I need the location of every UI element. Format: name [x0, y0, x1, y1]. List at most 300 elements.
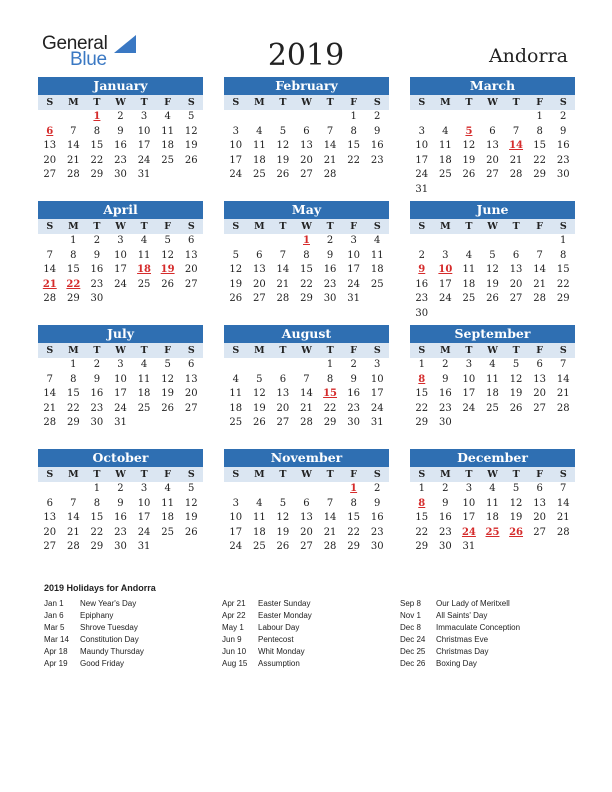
- day-cell: 7: [536, 249, 543, 261]
- day-cell: 27: [43, 169, 57, 181]
- day-grid: [224, 482, 389, 555]
- weekday-label: S: [46, 469, 54, 480]
- day-cell: 4: [465, 249, 473, 261]
- country-name: Andorra: [488, 45, 568, 67]
- day-grid: [224, 234, 389, 307]
- holiday-date: Dec 26: [400, 659, 426, 668]
- day-cell: 28: [66, 169, 80, 181]
- month-header: July: [38, 325, 203, 343]
- day-cell: 14: [66, 140, 80, 152]
- day-cell: 5: [188, 111, 195, 122]
- holiday-day-cell: 6: [46, 125, 54, 137]
- weekday-label: T: [279, 221, 287, 232]
- day-cell: 6: [188, 235, 195, 246]
- month-header: April: [38, 201, 203, 219]
- day-cell: 15: [90, 512, 104, 524]
- month-header: August: [224, 325, 389, 343]
- day-cell: 26: [229, 293, 243, 305]
- day-cell: 12: [509, 373, 523, 385]
- day-cell: 13: [184, 249, 198, 261]
- holiday-day-cell: 5: [465, 125, 473, 137]
- day-cell: 30: [114, 541, 127, 553]
- day-cell: 5: [164, 235, 171, 246]
- day-cell: 22: [323, 402, 337, 414]
- day-cell: 24: [137, 154, 151, 166]
- month-header: February: [224, 77, 389, 95]
- day-cell: 14: [66, 512, 80, 524]
- weekday-label: S: [232, 345, 240, 356]
- empty-cell: [38, 358, 62, 373]
- day-cell: 11: [137, 249, 151, 261]
- day-cell: 10: [415, 140, 429, 152]
- day-cell: 28: [556, 526, 570, 538]
- day-cell: 4: [140, 359, 148, 370]
- day-cell: 24: [229, 541, 243, 553]
- weekday-label: S: [373, 97, 381, 108]
- empty-cell: [504, 234, 528, 249]
- month-header: November: [224, 449, 389, 467]
- holiday-date: Sep 8: [400, 599, 421, 608]
- weekday-header: [410, 219, 575, 234]
- day-cell: 16: [90, 388, 104, 400]
- day-cell: 5: [512, 483, 520, 494]
- day-grid: [410, 110, 575, 198]
- day-cell: 1: [93, 483, 101, 494]
- empty-cell: [295, 482, 319, 497]
- empty-cell: [62, 110, 86, 125]
- day-cell: 12: [509, 497, 523, 509]
- day-cell: 9: [374, 125, 381, 137]
- day-cell: 27: [276, 417, 290, 429]
- day-cell: 22: [415, 402, 429, 414]
- weekday-label: S: [373, 221, 381, 232]
- weekday-label: M: [254, 345, 265, 356]
- weekday-label: F: [164, 469, 172, 480]
- empty-cell: [62, 482, 86, 497]
- day-cell: 15: [66, 264, 80, 276]
- day-cell: 19: [462, 154, 476, 166]
- month-header: May: [224, 201, 389, 219]
- weekday-label: T: [326, 221, 334, 232]
- day-cell: 21: [323, 526, 337, 538]
- day-cell: 30: [370, 541, 384, 553]
- holiday-name: Immaculate Conception: [436, 623, 521, 632]
- day-cell: 15: [347, 512, 360, 524]
- empty-cell: [528, 234, 552, 249]
- day-cell: 10: [137, 125, 151, 137]
- empty-cell: [295, 110, 319, 125]
- weekday-label: F: [164, 345, 172, 356]
- day-cell: 13: [43, 140, 57, 152]
- holiday-row: [44, 599, 144, 611]
- weekday-label: S: [187, 97, 195, 108]
- holiday-name: Whit Monday: [258, 647, 305, 656]
- day-cell: 3: [374, 359, 381, 370]
- day-cell: 8: [350, 497, 357, 509]
- day-cell: 2: [93, 235, 101, 246]
- holiday-row: [400, 599, 520, 611]
- day-cell: 5: [256, 373, 263, 385]
- empty-cell: [224, 234, 248, 249]
- day-cell: 12: [161, 249, 174, 261]
- day-cell: 31: [370, 417, 384, 429]
- day-cell: 20: [533, 512, 546, 524]
- day-cell: 2: [442, 359, 449, 370]
- weekday-label: S: [232, 221, 240, 232]
- day-cell: 9: [442, 373, 449, 385]
- empty-cell: [38, 110, 62, 125]
- day-cell: 19: [276, 154, 290, 166]
- day-cell: 27: [533, 526, 546, 538]
- day-cell: 29: [415, 541, 429, 553]
- holiday-row: [222, 599, 312, 611]
- weekday-label: F: [164, 97, 172, 108]
- day-cell: 3: [117, 359, 124, 370]
- day-cell: 29: [66, 417, 80, 429]
- day-cell: 1: [70, 235, 77, 246]
- day-cell: 12: [252, 388, 266, 400]
- holiday-row: [222, 659, 312, 671]
- day-cell: 4: [442, 125, 449, 137]
- day-cell: 25: [252, 541, 266, 553]
- day-cell: 27: [509, 293, 523, 305]
- day-cell: 1: [418, 359, 425, 370]
- day-cell: 31: [462, 541, 476, 553]
- day-cell: 26: [462, 169, 476, 181]
- weekday-label: W: [301, 469, 312, 480]
- day-cell: 6: [303, 497, 310, 509]
- day-cell: 5: [279, 125, 287, 137]
- holiday-name: Our Lady of Meritxell: [436, 599, 510, 608]
- weekday-label: T: [279, 97, 287, 108]
- day-cell: 14: [556, 373, 570, 385]
- day-cell: 11: [370, 249, 384, 261]
- empty-cell: [481, 110, 505, 125]
- day-cell: 20: [184, 388, 198, 400]
- day-cell: 14: [43, 388, 57, 400]
- day-cell: 25: [137, 278, 151, 290]
- day-cell: 29: [66, 293, 80, 305]
- day-cell: 30: [438, 417, 452, 429]
- day-cell: 8: [326, 373, 334, 385]
- day-cell: 9: [117, 497, 124, 509]
- empty-cell: [248, 110, 272, 125]
- holiday-date: Dec 8: [400, 623, 421, 632]
- holiday-day-cell: 1: [350, 483, 358, 494]
- day-cell: 9: [117, 125, 124, 137]
- day-cell: 7: [512, 125, 520, 137]
- day-cell: 2: [326, 235, 334, 246]
- empty-cell: [248, 234, 272, 249]
- day-cell: 7: [560, 483, 567, 494]
- month-header: September: [410, 325, 575, 343]
- day-cell: 25: [438, 169, 452, 181]
- day-cell: 16: [323, 264, 337, 276]
- holiday-row: [400, 647, 520, 659]
- empty-cell: [434, 110, 458, 125]
- holiday-date: Apr 22: [222, 611, 246, 620]
- day-cell: 18: [486, 512, 499, 524]
- day-cell: 12: [184, 125, 198, 137]
- day-cell: 3: [442, 249, 449, 261]
- weekday-header: [410, 343, 575, 358]
- day-cell: 26: [161, 278, 174, 290]
- day-cell: 10: [229, 140, 243, 152]
- holiday-date: Jun 10: [222, 647, 247, 656]
- day-cell: 17: [462, 512, 476, 524]
- weekday-label: S: [187, 221, 195, 232]
- day-cell: 17: [114, 388, 127, 400]
- day-cell: 21: [323, 154, 337, 166]
- day-cell: 30: [114, 169, 127, 181]
- holidays-column: [400, 599, 520, 671]
- weekday-label: S: [559, 469, 567, 480]
- holiday-date: Mar 5: [44, 623, 65, 632]
- day-cell: 19: [486, 278, 499, 290]
- day-cell: 23: [415, 293, 429, 305]
- holiday-name: Maundy Thursday: [80, 647, 144, 656]
- day-cell: 17: [137, 140, 151, 152]
- day-cell: 19: [184, 140, 198, 152]
- day-cell: 27: [486, 169, 499, 181]
- day-cell: 20: [300, 526, 313, 538]
- holiday-name: Easter Sunday: [258, 599, 311, 608]
- weekday-label: F: [536, 221, 544, 232]
- day-cell: 27: [184, 402, 198, 414]
- day-cell: 16: [370, 512, 384, 524]
- day-cell: 23: [556, 154, 570, 166]
- day-cell: 15: [347, 140, 360, 152]
- day-cell: 14: [276, 264, 290, 276]
- weekday-header: [224, 343, 389, 358]
- day-cell: 17: [229, 526, 243, 538]
- day-cell: 3: [140, 111, 148, 122]
- day-cell: 19: [184, 512, 198, 524]
- day-cell: 10: [114, 373, 127, 385]
- weekday-label: S: [232, 469, 240, 480]
- day-cell: 14: [556, 497, 570, 509]
- holiday-row: [400, 623, 520, 635]
- holiday-name: Shrove Tuesday: [80, 623, 138, 632]
- weekday-label: T: [93, 221, 101, 232]
- day-cell: 12: [462, 140, 476, 152]
- weekday-label: W: [115, 97, 126, 108]
- holiday-day-cell: 19: [160, 264, 175, 276]
- holiday-row: [44, 647, 144, 659]
- empty-cell: [38, 234, 62, 249]
- empty-cell: [271, 482, 295, 497]
- holiday-name: Assumption: [258, 659, 300, 668]
- day-cell: 30: [323, 293, 337, 305]
- month-july: [38, 325, 203, 431]
- weekday-label: W: [487, 345, 498, 356]
- day-cell: 10: [462, 373, 476, 385]
- day-cell: 22: [347, 526, 360, 538]
- holiday-row: [222, 635, 312, 647]
- day-cell: 18: [161, 140, 174, 152]
- weekday-label: W: [487, 469, 498, 480]
- day-cell: 10: [370, 373, 384, 385]
- day-cell: 1: [326, 359, 334, 370]
- holiday-date: Apr 21: [222, 599, 246, 608]
- day-cell: 3: [465, 359, 473, 370]
- weekday-label: F: [536, 97, 544, 108]
- day-cell: 4: [489, 359, 496, 370]
- day-cell: 18: [486, 388, 499, 400]
- logo-blue-text: Blue: [70, 49, 107, 70]
- month-march: [410, 77, 575, 198]
- holiday-row: [400, 635, 520, 647]
- weekday-label: T: [512, 221, 520, 232]
- day-cell: 11: [252, 140, 266, 152]
- day-cell: 7: [70, 125, 77, 137]
- weekday-label: W: [301, 221, 312, 232]
- weekday-label: M: [254, 221, 265, 232]
- day-cell: 1: [350, 111, 357, 122]
- weekday-label: F: [350, 221, 358, 232]
- empty-cell: [410, 234, 434, 249]
- day-cell: 23: [438, 526, 452, 538]
- day-grid: [224, 110, 389, 183]
- day-cell: 8: [303, 249, 310, 261]
- weekday-label: W: [487, 221, 498, 232]
- day-cell: 31: [114, 417, 127, 429]
- weekday-label: T: [93, 97, 101, 108]
- day-cell: 6: [256, 249, 263, 261]
- day-cell: 3: [232, 497, 239, 509]
- day-cell: 26: [509, 402, 523, 414]
- holiday-row: [44, 623, 144, 635]
- day-cell: 30: [438, 541, 452, 553]
- day-cell: 18: [370, 264, 384, 276]
- day-cell: 16: [90, 264, 104, 276]
- day-cell: 10: [137, 497, 151, 509]
- weekday-label: S: [232, 97, 240, 108]
- weekday-label: M: [440, 221, 451, 232]
- day-cell: 9: [560, 125, 567, 137]
- day-cell: 28: [533, 293, 546, 305]
- day-cell: 25: [161, 526, 174, 538]
- day-cell: 25: [252, 169, 266, 181]
- weekday-label: T: [512, 97, 520, 108]
- day-cell: 15: [300, 264, 313, 276]
- day-cell: 19: [509, 388, 523, 400]
- month-december: [410, 449, 575, 555]
- day-cell: 24: [438, 293, 452, 305]
- empty-cell: [271, 358, 295, 373]
- day-cell: 20: [276, 402, 290, 414]
- holiday-date: Jan 1: [44, 599, 64, 608]
- day-cell: 13: [533, 373, 546, 385]
- holiday-row: [222, 647, 312, 659]
- day-cell: 6: [46, 497, 53, 509]
- day-cell: 22: [347, 154, 360, 166]
- day-cell: 3: [232, 125, 239, 137]
- day-cell: 28: [509, 169, 523, 181]
- day-cell: 2: [93, 359, 101, 370]
- empty-cell: [457, 110, 481, 125]
- day-cell: 23: [90, 278, 104, 290]
- day-cell: 27: [300, 169, 313, 181]
- month-september: [410, 325, 575, 431]
- holiday-day-cell: 18: [137, 264, 152, 276]
- weekday-label: W: [115, 221, 126, 232]
- day-cell: 14: [300, 388, 313, 400]
- day-cell: 22: [66, 402, 80, 414]
- day-cell: 23: [114, 154, 127, 166]
- holiday-day-cell: 10: [438, 264, 453, 276]
- day-cell: 9: [326, 249, 334, 261]
- weekday-label: W: [487, 97, 498, 108]
- logo-general-text: General: [42, 33, 108, 54]
- day-cell: 24: [462, 402, 476, 414]
- day-cell: 6: [512, 249, 520, 261]
- day-cell: 24: [229, 169, 243, 181]
- weekday-header: [38, 95, 203, 110]
- day-cell: 28: [323, 169, 337, 181]
- weekday-label: T: [512, 345, 520, 356]
- holiday-date: Jun 9: [222, 635, 242, 644]
- day-cell: 6: [303, 125, 310, 137]
- day-cell: 25: [370, 278, 384, 290]
- holiday-name: New Year's Day: [80, 599, 137, 608]
- day-cell: 8: [536, 125, 543, 137]
- day-cell: 27: [300, 541, 313, 553]
- holiday-date: Jan 6: [44, 611, 64, 620]
- day-cell: 25: [462, 293, 476, 305]
- weekday-header: [224, 219, 389, 234]
- weekday-label: M: [254, 469, 265, 480]
- day-cell: 28: [43, 417, 57, 429]
- day-cell: 9: [93, 249, 101, 261]
- day-cell: 2: [374, 111, 381, 122]
- day-cell: 2: [117, 111, 124, 122]
- day-cell: 23: [114, 526, 127, 538]
- day-cell: 1: [70, 359, 77, 370]
- day-cell: 11: [486, 373, 499, 385]
- holiday-day-cell: 1: [93, 111, 101, 122]
- day-cell: 26: [276, 169, 290, 181]
- day-cell: 5: [232, 249, 239, 261]
- day-cell: 11: [137, 373, 151, 385]
- day-cell: 29: [415, 417, 429, 429]
- day-cell: 16: [347, 388, 360, 400]
- day-cell: 13: [509, 264, 523, 276]
- month-june: [410, 201, 575, 322]
- day-grid: [38, 358, 203, 431]
- day-cell: 2: [418, 249, 425, 261]
- day-cell: 21: [533, 278, 546, 290]
- holiday-date: Mar 14: [44, 635, 69, 644]
- day-cell: 9: [93, 373, 101, 385]
- day-cell: 29: [323, 417, 337, 429]
- holiday-row: [400, 659, 520, 671]
- weekday-label: F: [350, 469, 358, 480]
- weekday-label: T: [512, 469, 520, 480]
- day-cell: 13: [43, 512, 57, 524]
- holiday-date: May 1: [222, 623, 244, 632]
- day-cell: 8: [93, 125, 101, 137]
- day-cell: 28: [66, 541, 80, 553]
- day-cell: 31: [137, 169, 151, 181]
- day-cell: 4: [256, 125, 263, 137]
- day-cell: 4: [256, 497, 263, 509]
- weekday-label: T: [326, 97, 334, 108]
- day-cell: 7: [326, 497, 334, 509]
- month-header: January: [38, 77, 203, 95]
- day-cell: 5: [489, 249, 496, 261]
- day-cell: 15: [90, 140, 104, 152]
